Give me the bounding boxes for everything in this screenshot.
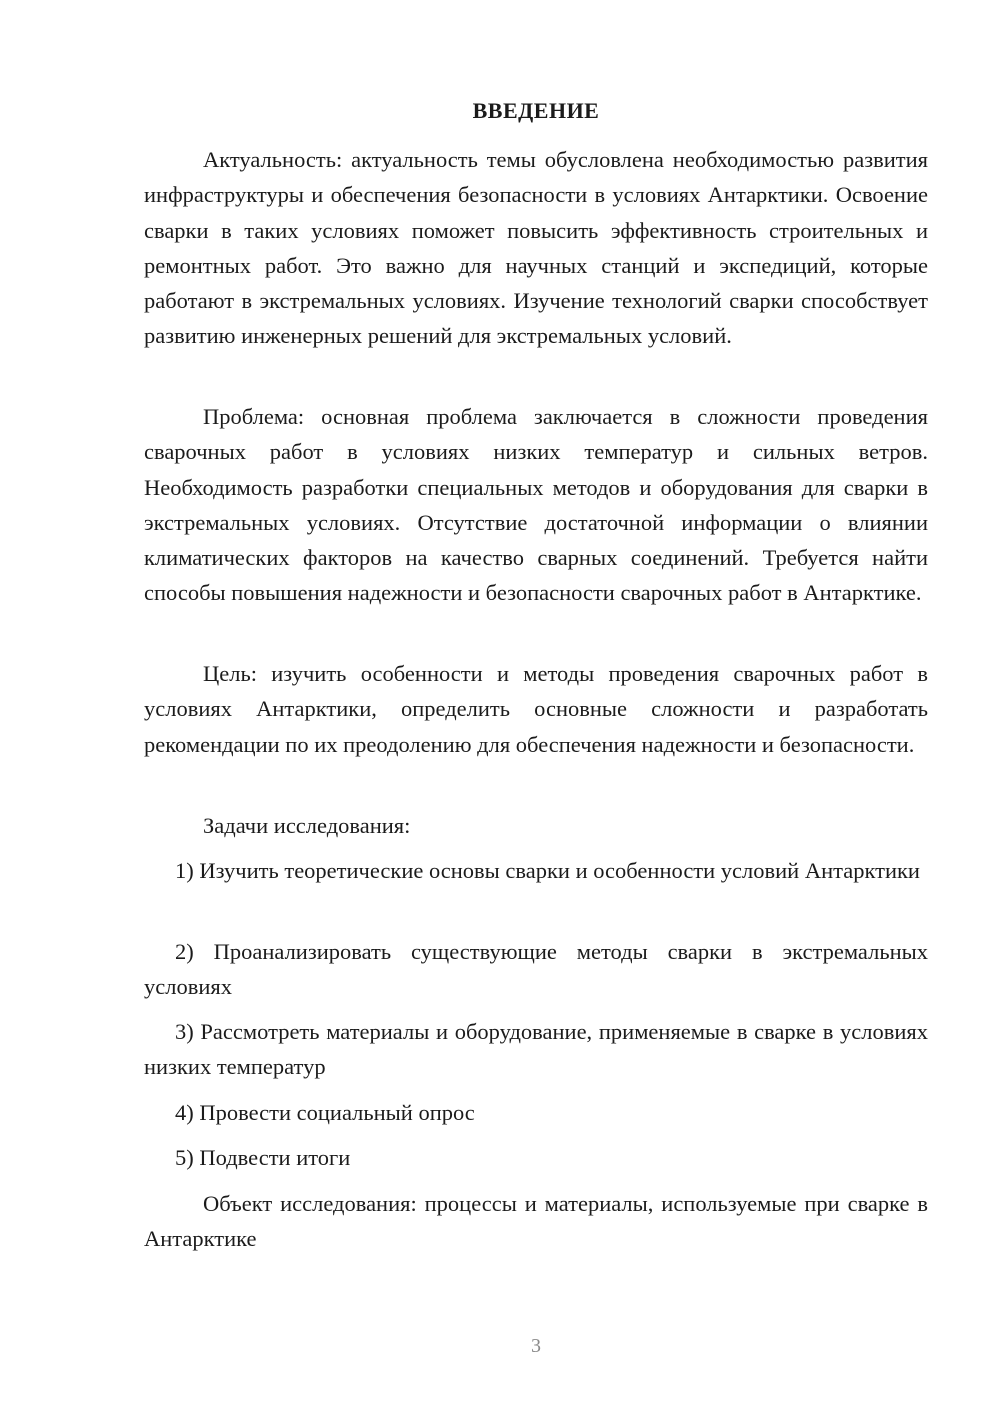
- task-item-4: 4) Провести социальный опрос: [175, 1100, 475, 1125]
- paragraph-problem: Проблема: основная проблема заключается в сложности проведения сварочных работ в условиях низких температур и сильных ветров. Необходимость разработки специальных методов и оборудования для сварки в экстремальных условиях. Отсутствие достаточной информации о влиянии климатических факторов на качество сварных соединений. Требуется найти способы повышения надежности и безопасности сварочных работ в Антарктике.: [144, 404, 928, 606]
- task-item-1: 1) Изучить теоретические основы сварки и особенности условий Антарктики: [175, 858, 920, 883]
- paragraph-goal: Цель: изучить особенности и методы проведения сварочных работ в условиях Антарктики, определить основные сложности и разработать рекомендации по их преодолению для обеспечения надежности и безопасности.: [144, 661, 928, 757]
- paragraph-relevance: Актуальность: актуальность темы обусловлена необходимостью развития инфраструктуры и обеспечения безопасности в условиях Антарктики. Освоение сварки в таких условиях поможет повысить эффективность строительных и ремонтных работ. Это важно для научных станций и экспедиций, которые работают в экстремальных условиях. Изучение технологий сварки способствует развитию инженерных решений для экстремальных условий.: [144, 147, 928, 349]
- task-item-2: 2) Проанализировать существующие методы сварки в экстремальных условиях: [144, 939, 928, 1000]
- paragraph-object: Объект исследования: процессы и материалы, используемые при сварке в Антарктике: [144, 1191, 928, 1252]
- task-item-3: 3) Рассмотреть материалы и оборудование, применяемые в сварке в условиях низких температур: [144, 1019, 928, 1080]
- task-item-5: 5) Подвести итоги: [175, 1145, 351, 1170]
- tasks-title: Задачи исследования:: [203, 813, 411, 838]
- page-title: ВВЕДЕНИЕ: [472, 98, 600, 123]
- page-number: 3: [531, 1335, 541, 1357]
